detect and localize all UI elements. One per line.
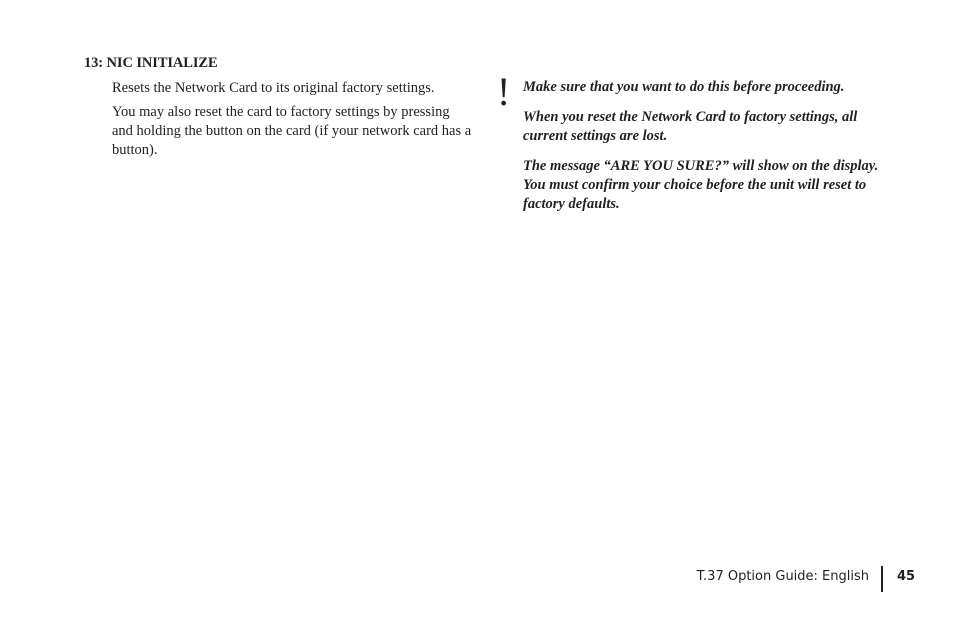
- reset-button-paragraph: You may also reset the card to factory settings by pressing and holding the button on the card (if your network card has a button).: [112, 104, 472, 158]
- section-body: [112, 79, 472, 165]
- footer-divider: [881, 566, 883, 592]
- section-heading: 13: NIC INITIALIZE: [84, 55, 218, 71]
- warning-note: [523, 78, 893, 225]
- description-paragraph: Resets the Network Card to its original factory settings.: [112, 80, 435, 96]
- page-footer: [0, 566, 954, 592]
- guide-label: T.37 Option Guide: English: [696, 569, 869, 584]
- warning-paragraph-are-you-sure: The message “ARE YOU SURE?” will show on the display. You must confirm your choice before the unit will reset to factory defaults.: [523, 158, 879, 212]
- warning-paragraph-confirm: Make sure that you want to do this before proceeding.: [523, 79, 845, 95]
- exclamation-icon: !: [497, 69, 511, 114]
- warning-paragraph-settings-lost: When you reset the Network Card to factory settings, all current settings are lost.: [523, 109, 858, 144]
- page-number: 45: [897, 569, 916, 584]
